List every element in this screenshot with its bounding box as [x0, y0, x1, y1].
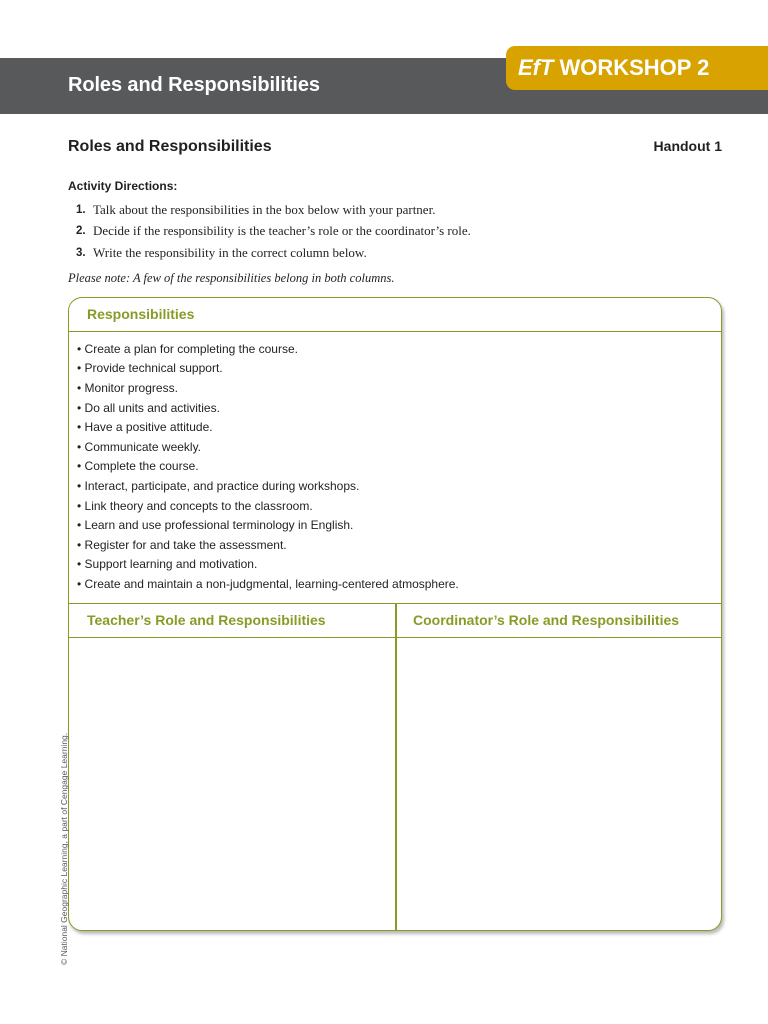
workshop-badge	[506, 46, 768, 90]
step-number: 2.	[76, 225, 86, 238]
list-item: • Learn and use professional terminology in English.	[77, 518, 354, 533]
list-item: • Create a plan for completing the course.	[77, 341, 298, 356]
please-note: Please note: A few of the responsibilities belong in both columns.	[68, 271, 395, 285]
copyright-notice: © National Geographic Learning, a part of Cengage Learning.	[59, 732, 69, 965]
badge-workshop-text: WORKSHOP 2	[559, 55, 710, 80]
list-item: • Complete the course.	[77, 459, 199, 474]
list-item: • Support learning and motivation.	[77, 557, 258, 572]
list-item: • Monitor progress.	[77, 380, 178, 395]
coordinator-column-heading: Coordinator’s Role and Responsibilities	[413, 612, 680, 628]
step-number: 3.	[76, 246, 86, 259]
list-item: • Have a positive attitude.	[77, 420, 213, 435]
handout-number: Handout 1	[653, 138, 722, 154]
list-item: • Communicate weekly.	[77, 439, 202, 454]
column-divider	[395, 603, 397, 931]
page-title: Roles and Responsibilities	[68, 74, 320, 96]
list-item: • Link theory and concepts to the classroom.	[77, 498, 313, 513]
handout-title: Roles and Responsibilities	[68, 138, 272, 155]
step-text: Decide if the responsibility is the teacher’s role or the coordinator’s role.	[93, 223, 471, 239]
teacher-column-heading: Teacher’s Role and Responsibilities	[87, 612, 326, 628]
step-number: 1.	[76, 203, 86, 216]
responsibilities-heading: Responsibilities	[87, 306, 195, 322]
activity-directions-label: Activity Directions:	[68, 179, 178, 193]
direction-step	[76, 199, 471, 221]
list-item: • Provide technical support.	[77, 361, 223, 376]
list-item: • Do all units and activities.	[77, 400, 220, 415]
list-item: • Register for and take the assessment.	[77, 537, 287, 552]
direction-step	[76, 242, 471, 264]
directions-steps	[76, 199, 471, 264]
responsibilities-header	[69, 298, 721, 332]
badge-eft-text: EfT	[518, 55, 554, 80]
list-item: • Interact, participate, and practice during workshops.	[77, 478, 360, 493]
step-text: Write the responsibility in the correct column below.	[93, 244, 367, 260]
step-text: Talk about the responsibilities in the box below with your partner.	[93, 201, 436, 217]
responsibilities-box	[68, 297, 722, 931]
direction-step	[76, 221, 471, 243]
responsibilities-list	[77, 339, 459, 594]
list-item: • Create and maintain a non-judgmental, learning-centered atmosphere.	[77, 576, 459, 591]
